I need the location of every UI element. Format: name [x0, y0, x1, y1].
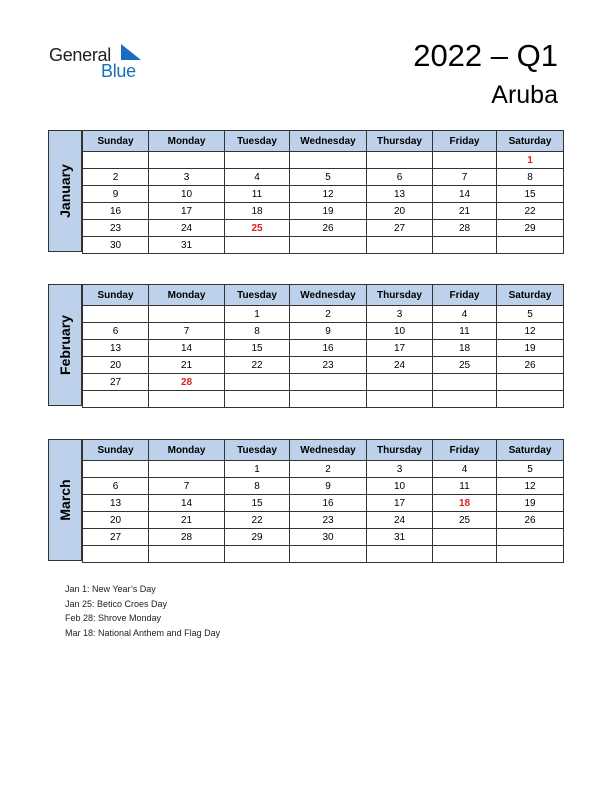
day-cell: 15 — [225, 340, 290, 357]
day-cell: 5 — [290, 169, 367, 186]
day-cell: 21 — [433, 203, 497, 220]
empty-cell — [290, 152, 367, 169]
holiday-note: Jan 1: New Year’s Day — [65, 584, 156, 594]
empty-cell — [433, 152, 497, 169]
day-cell: 25 — [433, 357, 497, 374]
day-cell: 14 — [149, 495, 225, 512]
holiday-note: Mar 18: National Anthem and Flag Day — [65, 627, 221, 638]
day-cell: 18 — [433, 495, 497, 512]
day-cell: 2 — [83, 169, 149, 186]
day-cell: 13 — [83, 340, 149, 357]
weekday-header: Saturday — [497, 440, 564, 461]
weekday-header: Sunday — [83, 285, 149, 306]
month-label-box — [48, 130, 82, 252]
day-cell: 30 — [83, 237, 149, 254]
month-table — [82, 284, 564, 408]
day-cell: 19 — [497, 495, 564, 512]
empty-cell — [83, 391, 149, 408]
day-cell: 6 — [83, 478, 149, 495]
day-cell: 8 — [225, 323, 290, 340]
weekday-header: Thursday — [367, 440, 433, 461]
week-row — [83, 461, 564, 478]
day-cell: 4 — [225, 169, 290, 186]
week-row — [83, 529, 564, 546]
week-row — [83, 374, 564, 391]
month-label-box — [48, 284, 82, 406]
weekday-header: Wednesday — [290, 440, 367, 461]
holiday-note: Feb 28: Shrove Monday — [65, 613, 162, 623]
day-cell: 26 — [497, 357, 564, 374]
empty-cell — [290, 374, 367, 391]
empty-cell — [83, 461, 149, 478]
day-cell: 19 — [290, 203, 367, 220]
day-cell: 9 — [83, 186, 149, 203]
day-cell: 28 — [433, 220, 497, 237]
day-cell: 2 — [290, 306, 367, 323]
empty-cell — [433, 529, 497, 546]
day-cell: 27 — [367, 220, 433, 237]
day-cell: 6 — [83, 323, 149, 340]
weekday-header: Sunday — [83, 131, 149, 152]
weekday-header: Monday — [149, 131, 225, 152]
logo — [49, 44, 159, 84]
day-cell: 17 — [367, 495, 433, 512]
empty-cell — [433, 237, 497, 254]
day-cell: 5 — [497, 461, 564, 478]
day-cell: 6 — [367, 169, 433, 186]
holiday-notes — [65, 584, 220, 642]
day-cell: 12 — [497, 478, 564, 495]
weekday-header: Friday — [433, 285, 497, 306]
day-cell: 5 — [497, 306, 564, 323]
day-cell: 7 — [149, 323, 225, 340]
day-cell: 22 — [497, 203, 564, 220]
weekday-header: Friday — [433, 440, 497, 461]
day-cell: 12 — [497, 323, 564, 340]
day-cell: 19 — [497, 340, 564, 357]
day-cell: 31 — [149, 237, 225, 254]
day-cell: 10 — [367, 323, 433, 340]
day-cell: 18 — [433, 340, 497, 357]
day-cell: 25 — [433, 512, 497, 529]
day-cell: 17 — [149, 203, 225, 220]
day-cell: 23 — [290, 512, 367, 529]
day-cell: 29 — [497, 220, 564, 237]
week-row — [83, 512, 564, 529]
day-cell: 20 — [83, 512, 149, 529]
week-row — [83, 186, 564, 203]
weekday-header: Saturday — [497, 285, 564, 306]
week-row — [83, 495, 564, 512]
empty-cell — [83, 152, 149, 169]
day-cell: 3 — [367, 461, 433, 478]
day-cell: 4 — [433, 306, 497, 323]
day-cell: 7 — [149, 478, 225, 495]
day-cell: 20 — [367, 203, 433, 220]
week-row — [83, 237, 564, 254]
week-row — [83, 323, 564, 340]
week-row — [83, 340, 564, 357]
day-cell: 3 — [149, 169, 225, 186]
month-block-march — [48, 439, 564, 561]
day-cell: 11 — [433, 478, 497, 495]
day-cell: 14 — [149, 340, 225, 357]
weekday-header: Sunday — [83, 440, 149, 461]
day-cell: 20 — [83, 357, 149, 374]
empty-cell — [149, 546, 225, 563]
weekday-header: Thursday — [367, 285, 433, 306]
empty-cell — [83, 306, 149, 323]
empty-cell — [367, 152, 433, 169]
month-block-january — [48, 130, 564, 252]
country-name: Aruba — [491, 81, 558, 109]
empty-cell — [433, 374, 497, 391]
weekday-header: Wednesday — [290, 285, 367, 306]
day-cell: 27 — [83, 529, 149, 546]
empty-cell — [225, 546, 290, 563]
weekday-header: Thursday — [367, 131, 433, 152]
week-row — [83, 152, 564, 169]
day-cell: 1 — [225, 306, 290, 323]
empty-cell — [497, 237, 564, 254]
weekday-header: Tuesday — [225, 440, 290, 461]
month-name: February — [57, 315, 73, 375]
empty-cell — [367, 237, 433, 254]
day-cell: 16 — [290, 340, 367, 357]
week-row — [83, 220, 564, 237]
month-table — [82, 130, 564, 254]
empty-cell — [83, 546, 149, 563]
day-cell: 11 — [225, 186, 290, 203]
day-cell: 14 — [433, 186, 497, 203]
day-cell: 9 — [290, 478, 367, 495]
day-cell: 2 — [290, 461, 367, 478]
empty-cell — [367, 374, 433, 391]
day-cell: 8 — [497, 169, 564, 186]
empty-cell — [497, 374, 564, 391]
day-cell: 21 — [149, 357, 225, 374]
day-cell: 4 — [433, 461, 497, 478]
empty-cell — [497, 546, 564, 563]
month-block-february — [48, 284, 564, 406]
day-cell: 30 — [290, 529, 367, 546]
day-cell: 1 — [225, 461, 290, 478]
day-cell: 18 — [225, 203, 290, 220]
day-cell: 26 — [290, 220, 367, 237]
empty-cell — [149, 461, 225, 478]
day-cell: 29 — [225, 529, 290, 546]
week-row — [83, 357, 564, 374]
day-cell: 13 — [83, 495, 149, 512]
day-cell: 9 — [290, 323, 367, 340]
week-row — [83, 391, 564, 408]
empty-cell — [149, 152, 225, 169]
week-row — [83, 546, 564, 563]
day-cell: 25 — [225, 220, 290, 237]
empty-cell — [290, 546, 367, 563]
empty-cell — [149, 306, 225, 323]
day-cell: 16 — [83, 203, 149, 220]
day-cell: 28 — [149, 374, 225, 391]
day-cell: 28 — [149, 529, 225, 546]
page-title: 2022 – Q1 — [413, 38, 558, 73]
empty-cell — [497, 529, 564, 546]
empty-cell — [497, 391, 564, 408]
logo-blue-text: Blue — [101, 61, 136, 81]
weekday-header: Wednesday — [290, 131, 367, 152]
empty-cell — [225, 152, 290, 169]
month-table — [82, 439, 564, 563]
day-cell: 22 — [225, 357, 290, 374]
month-label-box — [48, 439, 82, 561]
day-cell: 8 — [225, 478, 290, 495]
day-cell: 24 — [367, 512, 433, 529]
week-row — [83, 478, 564, 495]
day-cell: 10 — [367, 478, 433, 495]
weekday-header: Tuesday — [225, 131, 290, 152]
day-cell: 10 — [149, 186, 225, 203]
day-cell: 7 — [433, 169, 497, 186]
weekday-header: Saturday — [497, 131, 564, 152]
logo-triangle-icon — [121, 44, 141, 60]
day-cell: 27 — [83, 374, 149, 391]
day-cell: 13 — [367, 186, 433, 203]
day-cell: 12 — [290, 186, 367, 203]
week-row — [83, 306, 564, 323]
day-cell: 15 — [497, 186, 564, 203]
day-cell: 1 — [497, 152, 564, 169]
empty-cell — [225, 237, 290, 254]
day-cell: 24 — [149, 220, 225, 237]
empty-cell — [225, 374, 290, 391]
weekday-header: Friday — [433, 131, 497, 152]
day-cell: 22 — [225, 512, 290, 529]
empty-cell — [290, 237, 367, 254]
empty-cell — [290, 391, 367, 408]
weekday-header: Monday — [149, 285, 225, 306]
month-name: March — [57, 479, 73, 521]
day-cell: 16 — [290, 495, 367, 512]
empty-cell — [433, 546, 497, 563]
day-cell: 26 — [497, 512, 564, 529]
day-cell: 31 — [367, 529, 433, 546]
day-cell: 15 — [225, 495, 290, 512]
empty-cell — [433, 391, 497, 408]
empty-cell — [225, 391, 290, 408]
holiday-note: Jan 25: Betico Croes Day — [65, 598, 168, 609]
week-row — [83, 203, 564, 220]
day-cell: 24 — [367, 357, 433, 374]
empty-cell — [149, 391, 225, 408]
day-cell: 23 — [83, 220, 149, 237]
weekday-header: Monday — [149, 440, 225, 461]
day-cell: 23 — [290, 357, 367, 374]
day-cell: 3 — [367, 306, 433, 323]
day-cell: 17 — [367, 340, 433, 357]
month-name: January — [57, 164, 73, 218]
empty-cell — [367, 546, 433, 563]
weekday-header: Tuesday — [225, 285, 290, 306]
empty-cell — [367, 391, 433, 408]
day-cell: 21 — [149, 512, 225, 529]
logo-general-text: General — [49, 45, 111, 65]
week-row — [83, 169, 564, 186]
day-cell: 11 — [433, 323, 497, 340]
